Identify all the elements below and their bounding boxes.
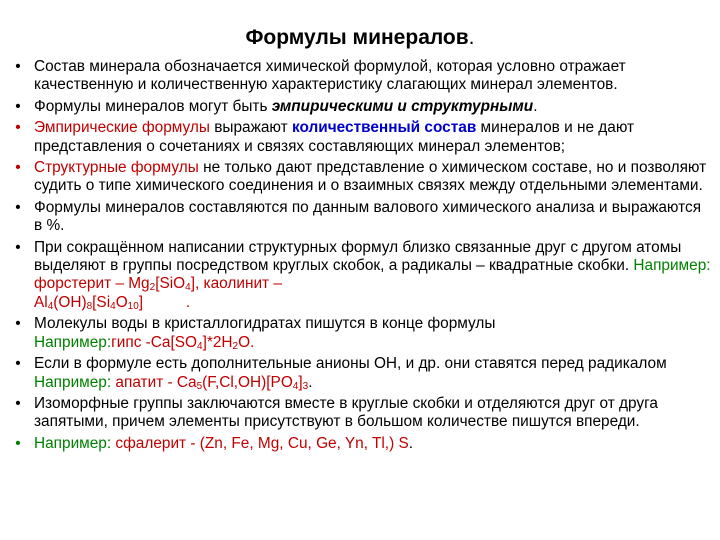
bullet-text: не только дают представление о химическом составе, но и позволяют судить о типе химического соединения и о взаимных связях между отдельными элементами. <box>34 159 707 195</box>
bullet-item <box>12 355 712 392</box>
bullet-item <box>12 98 712 116</box>
bullet-text: выражают <box>209 119 292 137</box>
punctuation: . <box>533 97 538 115</box>
bullet-dot-icon: • <box>15 97 21 115</box>
bullet-dot-icon: • <box>15 159 21 177</box>
emphasis-text: эмпирическими и структурными <box>271 97 534 115</box>
formula-forsterite-kaolinite: форстерит – $Mg_2[SiO_4]$, каолинит – $Al_4(OH)_8[Si_4O_{10}]$ . <box>34 275 282 312</box>
example-label: Например: <box>34 373 112 391</box>
bullet-text: При сокращённом написании структурных формул близко связанные друг с другом атомы выделяют в группы посредством круглых скобок, а радикалы – квадратные скобки. <box>34 238 682 275</box>
bullet-text: Молекулы воды в кристаллогидратах пишутся в конце формулы <box>34 315 496 333</box>
formula-gypsum: гипс $-Ca[SO_4]*2H_2O$. <box>111 333 255 352</box>
title-text: Формулы минералов <box>245 26 469 49</box>
bullet-item <box>12 435 712 453</box>
bullet-text: Если в формуле есть дополнительные анионы ОН, и др. они ставятся перед радикалом <box>34 355 667 373</box>
bullet-dot-icon: • <box>15 238 21 256</box>
bullet-text: Формулы минералов могут быть <box>34 97 272 115</box>
example-label: Например: <box>34 434 112 452</box>
bullet-text: Формулы минералов составляются по данным валового химического анализа и выражаются в %. <box>34 198 702 235</box>
bullet-dot-icon: • <box>15 394 21 412</box>
punctuation: . <box>308 373 313 391</box>
example-label: Например: <box>633 257 711 275</box>
bullet-dot-icon: • <box>15 355 21 373</box>
bullet-dot-icon: • <box>15 315 21 333</box>
bullet-text: минералов и не дают представления о сочетаниях и связях составляющих минерал элементов; <box>34 119 635 155</box>
bullet-list <box>12 58 712 456</box>
bullet-item <box>12 239 712 313</box>
example-label: Например: <box>34 333 112 351</box>
bullet-dot-icon: • <box>15 434 21 452</box>
bullet-item <box>12 58 712 95</box>
bullet-dot-icon: • <box>15 198 21 216</box>
term-empirical: Эмпирические формулы <box>34 119 210 137</box>
bullet-item <box>12 315 712 352</box>
bullet-dot-icon: • <box>15 119 21 137</box>
term-structural: Структурные формулы <box>34 159 199 177</box>
bullet-item <box>12 395 712 432</box>
bullet-item <box>12 159 712 196</box>
bullet-text: Изоморфные группы заключаются вместе в круглые скобки и отделяются друг от друга запятыми, причем элементы присутствуют в большом количестве пишутся впереди. <box>34 394 658 431</box>
formula-apatite: апатит - $Ca_5(F,Cl,OH)[PO_4]_3$ <box>111 373 309 392</box>
emphasis-text: количественный состав <box>291 119 477 137</box>
punctuation: . <box>408 434 414 452</box>
bullet-text: Состав минерала обозначается химической формулой, которая условно отражает качественную и количественную характеристику слагающих минерал элементов. <box>34 58 626 94</box>
title-dot: . <box>468 26 475 49</box>
bullet-dot-icon: • <box>15 58 21 75</box>
bullet-item <box>12 199 712 236</box>
bullet-item <box>12 119 712 156</box>
slide-title <box>0 24 720 52</box>
formula-sphalerite: сфалерит - (Zn, Fe, Mg, Cu, Ge, Yn, Tl,) S <box>111 434 409 452</box>
